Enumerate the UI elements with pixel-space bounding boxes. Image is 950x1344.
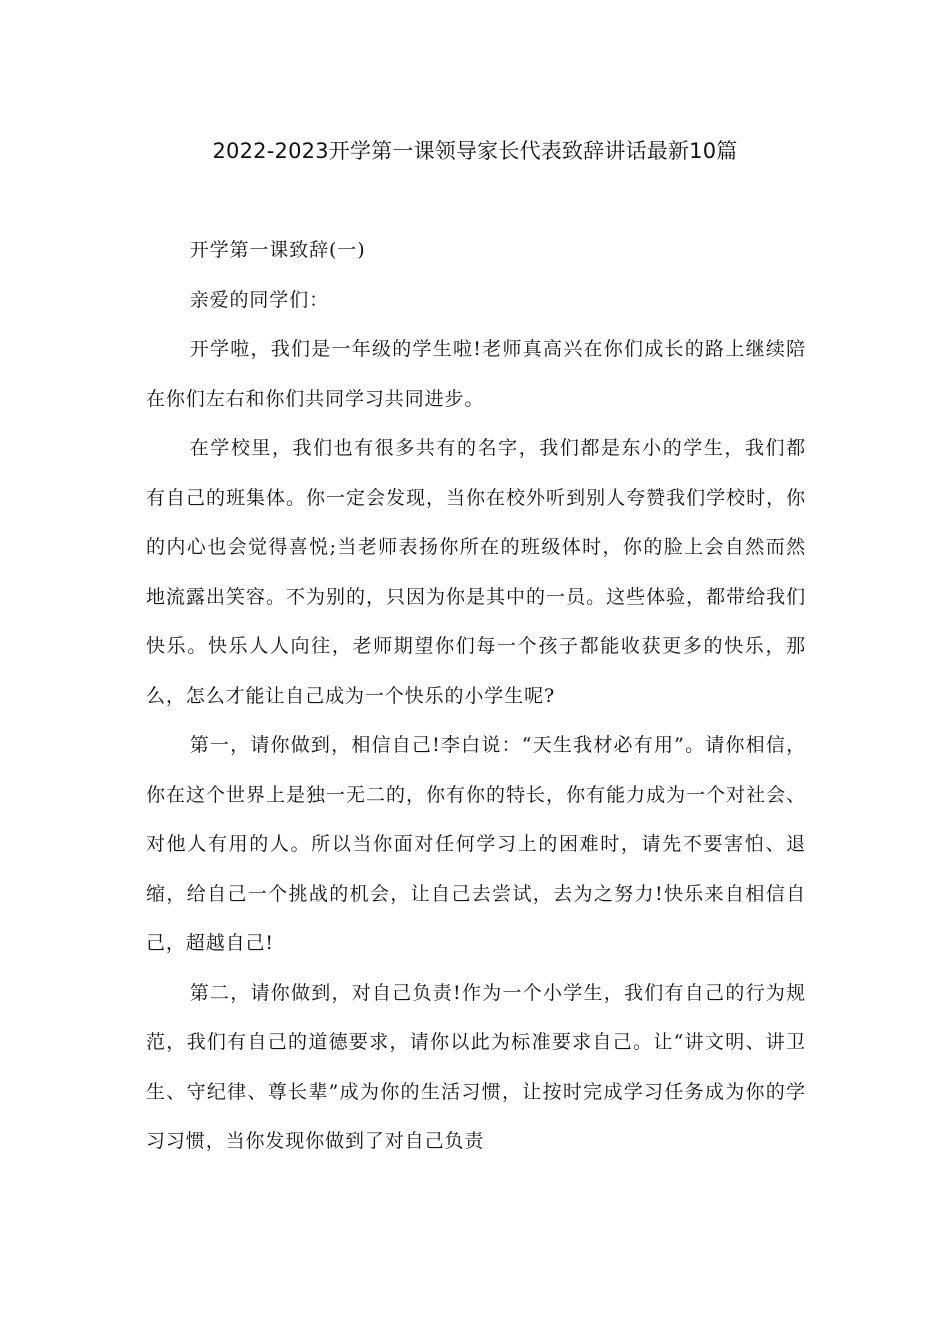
paragraph-2: 在学校里，我们也有很多共有的名字，我们都是东小的学生，我们都有自己的班集体。你一定会发现，当你在校外听到别人夸赞我们学校时，你的内心也会觉得喜悦;当老师表扬你所在的班级体时，你的脸上会自然而然地流露出笑容。不为别的，只因为你是其中的一员。这些体验，都带给我们快乐。快乐人人向往，老师期望你们每一个孩子都能收获更多的快乐，那么，怎么才能让自己成为一个快乐的小学生呢? [146,437,806,707]
salutation: 亲爱的同学们： [189,288,329,311]
document-title: 2022-2023开学第一课领导家长代表致辞讲话最新10篇 [212,139,738,163]
section-heading: 开学第一课致辞(一) [189,239,366,261]
paragraph-4: 第二，请你做到，对自己负责!作为一个小学生，我们有自己的行为规范，我们有自己的道德要求，请你以此为标准要求自己。让“讲文明、讲卫生、守纪律、尊长辈”成为你的生活习惯，让按时完成学习任务成为你的学习习惯，当你发现你做到了对自己负责 [146,981,806,1152]
document-body [146,226,806,1167]
paragraph-1: 开学啦，我们是一年级的学生啦!老师真高兴在你们成长的路上继续陪在你们左右和你们共同学习共同进步。 [146,338,806,410]
paragraph-3: 第一，请你做到，相信自己!李白说：“天生我材必有用”。请你相信，你在这个世界上是独一无二的，你有你的特长，你有能力成为一个对社会、对他人有用的人。所以当你面对任何学习上的困难时，请先不要害怕、退缩，给自己一个挑战的机会，让自己去尝试，去为之努力!快乐来自相信自己，超越自己! [146,734,806,954]
